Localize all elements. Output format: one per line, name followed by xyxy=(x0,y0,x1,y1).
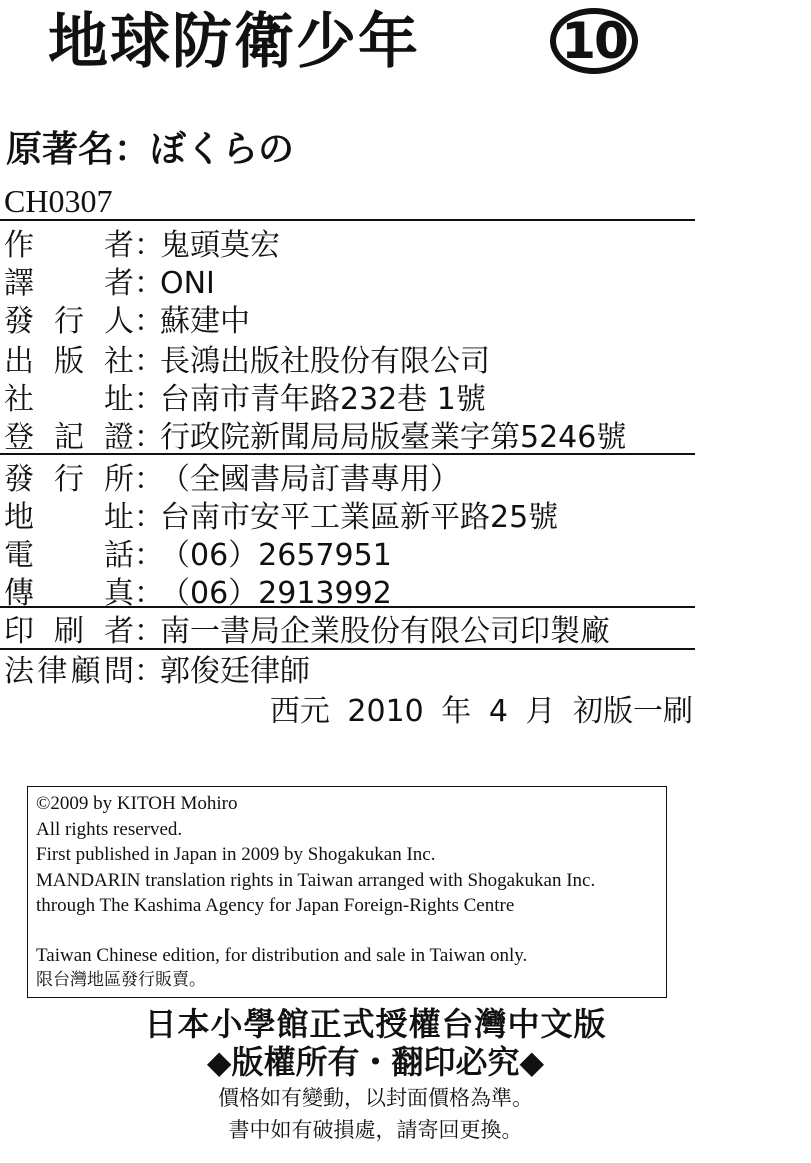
credit-label-char: 記 xyxy=(54,420,84,455)
book-code: CH0307 xyxy=(4,183,113,219)
credit-value: （06）2657951 xyxy=(160,538,392,573)
credit-label-char: 發 xyxy=(4,304,34,339)
credit-label-char: 版 xyxy=(54,344,84,379)
credit-label xyxy=(4,226,134,266)
credit-label-char: 譯 xyxy=(4,266,34,301)
credit-colon: ： xyxy=(134,266,164,301)
credit-label xyxy=(4,498,134,538)
credit-label-char: 作 xyxy=(4,228,34,263)
credit-label-char: 地 xyxy=(4,500,34,535)
original-title: 原著名：ぼくらの xyxy=(6,129,295,170)
credit-value: （全國書局訂書專用） xyxy=(160,462,460,497)
credit-label-char: 法 xyxy=(4,654,34,689)
copyright-line: through The Kashima Agency for Japan Foreign-Rights Centre xyxy=(36,895,515,916)
credit-label-char: 真 xyxy=(104,576,134,611)
credit-colon: ： xyxy=(134,654,164,689)
credit-label-char: 發 xyxy=(4,462,34,497)
credit-label xyxy=(4,574,134,614)
distribution-line-chinese: 限台灣地區發行販賣。 xyxy=(36,970,206,990)
credit-label-char: 問 xyxy=(103,654,134,689)
credit-label xyxy=(4,302,134,342)
credit-label xyxy=(4,652,134,692)
credit-colon: ： xyxy=(134,228,164,263)
copyright-box xyxy=(27,786,667,998)
copyright-line: ©2009 by KITOH Mohiro xyxy=(36,793,238,814)
credit-value: 行政院新聞局局版臺業字第5246號 xyxy=(160,420,627,455)
credit-label-char: 刷 xyxy=(54,614,84,649)
credit-value: 南一書局企業股份有限公司印製廠 xyxy=(160,614,610,649)
credit-label-char: 者 xyxy=(104,228,134,263)
credit-label-char: 電 xyxy=(4,538,34,573)
divider-rule xyxy=(0,219,695,221)
credit-colon: ： xyxy=(134,576,164,611)
credit-label-char: 出 xyxy=(4,344,34,379)
credit-value: （06）2913992 xyxy=(160,576,392,611)
credit-colon: ： xyxy=(134,344,164,379)
credit-label xyxy=(4,418,134,458)
credit-colon: ： xyxy=(134,462,164,497)
credit-label-char: 行 xyxy=(54,462,84,497)
volume-number-badge: 10 xyxy=(550,8,638,74)
credit-label-char: 行 xyxy=(54,304,84,339)
credit-colon: ： xyxy=(134,538,164,573)
credit-colon: ： xyxy=(134,420,164,455)
credit-label-char: 址 xyxy=(104,382,134,417)
credit-label xyxy=(4,536,134,576)
distribution-line: Taiwan Chinese edition, for distribution and sale in Taiwan only. xyxy=(36,944,528,966)
credit-label-char: 社 xyxy=(4,382,34,417)
credit-colon: ： xyxy=(134,614,164,649)
credit-label xyxy=(4,342,134,382)
book-title: 地球防衛少年 xyxy=(48,7,420,77)
copyright-line: First published in Japan in 2009 by Shogakukan Inc. xyxy=(36,844,436,865)
credit-label xyxy=(4,380,134,420)
spacer xyxy=(36,919,658,943)
edition-date: 西元 2010 年 4 月 初版一刷 xyxy=(269,694,693,729)
credit-label-char: 人 xyxy=(104,304,134,339)
credit-label-char: 所 xyxy=(104,462,134,497)
credit-value: 郭俊廷律師 xyxy=(160,654,310,689)
credit-label-char: 證 xyxy=(104,420,134,455)
authorization-notice: 日本小學館正式授權台灣中文版 xyxy=(144,1005,607,1043)
copyright-line: All rights reserved. xyxy=(36,818,183,840)
credit-label-char: 顧 xyxy=(70,654,101,689)
credit-label-char: 者 xyxy=(104,614,134,649)
credit-value: 長鴻出版社股份有限公司 xyxy=(160,344,490,379)
credit-label-char: 印 xyxy=(4,614,34,649)
credit-colon: ： xyxy=(134,382,164,417)
credit-label-char: 者 xyxy=(104,266,134,301)
damage-note: 書中如有破損處，請寄回更換。 xyxy=(228,1118,523,1142)
credit-label-char: 律 xyxy=(37,654,68,689)
credit-label-char: 話 xyxy=(104,538,134,573)
credit-value: 台南市青年路232巷 1號 xyxy=(160,382,486,417)
credit-colon: ： xyxy=(134,304,164,339)
credit-value: ONI xyxy=(160,266,215,301)
credit-label xyxy=(4,460,134,500)
credit-value: 鬼頭莫宏 xyxy=(160,228,280,263)
credit-value: 台南市安平工業區新平路25號 xyxy=(160,500,559,535)
rights-notice: ◆版權所有・翻印必究◆ xyxy=(206,1043,545,1081)
credit-colon: ： xyxy=(134,500,164,535)
credit-label xyxy=(4,264,134,304)
credit-label-char: 址 xyxy=(104,500,134,535)
copyright-line: MANDARIN translation rights in Taiwan arranged with Shogakukan Inc. xyxy=(36,869,596,891)
credit-label-char: 社 xyxy=(104,344,134,379)
credit-value: 蘇建中 xyxy=(160,304,250,339)
credit-label xyxy=(4,612,134,652)
credit-label-char: 登 xyxy=(4,420,34,455)
credit-label-char: 傳 xyxy=(4,576,34,611)
price-note: 價格如有變動，以封面價格為準。 xyxy=(218,1086,533,1110)
